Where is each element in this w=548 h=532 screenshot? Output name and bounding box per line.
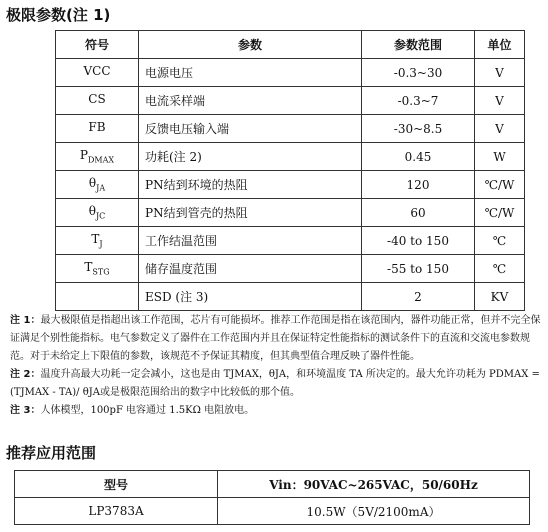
cell-unit: V	[475, 115, 525, 143]
cell-range: -0.3~7	[362, 87, 475, 115]
symbol-main: θ	[88, 176, 97, 191]
cell-symbol	[56, 59, 139, 87]
symbol-main: T	[91, 232, 100, 247]
table-row	[56, 115, 525, 143]
cell-param: 工作结温范围	[139, 227, 362, 255]
cell-unit: W	[475, 143, 525, 171]
note-2-label: 注 2：	[10, 369, 41, 380]
cell-range: 2	[362, 283, 475, 311]
notes-section	[10, 312, 544, 420]
page-title: 极限参数(注 1)	[6, 6, 111, 24]
cell-symbol	[56, 255, 139, 283]
table-row	[56, 59, 525, 87]
section-title: 推荐应用范围	[6, 444, 97, 462]
note-1-label: 注 1：	[10, 315, 41, 326]
cell-unit: ℃	[475, 255, 525, 283]
cell-unit: KV	[475, 283, 525, 311]
cell-param: PN结到环境的热阻	[139, 171, 362, 199]
symbol-subscript: STG	[92, 267, 110, 277]
table-row	[15, 498, 530, 525]
cell-symbol	[56, 87, 139, 115]
cell-symbol	[56, 227, 139, 255]
rec-value: 10.5W（5V/2100mA）	[218, 498, 530, 525]
cell-unit: ℃	[475, 227, 525, 255]
symbol-subscript: JC	[95, 211, 106, 221]
rec-header-row	[15, 471, 530, 498]
cell-param: ESD (注 3)	[139, 283, 362, 311]
cell-range: 120	[362, 171, 475, 199]
symbol-main: θ	[88, 204, 96, 219]
cell-symbol	[56, 143, 139, 171]
note-1-text: 最大极限值是指超出该工作范围，芯片有可能损坏。推荐工作范围是指在该范围内，器件功能正常，但并不完全保证满足个别性能指标。电气参数定义了器件在工作范围内并且在保证特定性能指标的测试条件下的直流和交流电参数规范。对于未给定上下限值的参数，该规范不予保证其精度，但其典型值合理反映了器件性能。	[10, 315, 541, 362]
rec-header-vin: Vin：90VAC~265VAC，50/60Hz	[218, 471, 530, 498]
note-2	[10, 366, 544, 402]
note-3	[10, 402, 544, 420]
table-row	[56, 227, 525, 255]
cell-param: 反馈电压输入端	[139, 115, 362, 143]
table-row	[56, 199, 525, 227]
cell-unit: V	[475, 87, 525, 115]
table-row	[56, 255, 525, 283]
cell-range: -55 to 150	[362, 255, 475, 283]
symbol-subscript: J	[99, 239, 103, 249]
note-1	[10, 312, 544, 366]
cell-range: -30~8.5	[362, 115, 475, 143]
cell-range: 0.45	[362, 143, 475, 171]
symbol-main: CS	[88, 92, 106, 107]
cell-symbol	[56, 115, 139, 143]
cell-range: 60	[362, 199, 475, 227]
recommended-range-table	[14, 470, 530, 525]
note-2-text: 温度升高最大功耗一定会减小，这也是由 TJMAX，θJA，和环境温度 TA 所决定的。最大允许功耗为 PDMAX = (TJMAX - TA)/ θJA或是极限范围给出的数字中比较低的那个值。	[10, 369, 540, 398]
col-header-param: 参数	[139, 31, 362, 59]
symbol-subscript: JA	[96, 183, 106, 193]
cell-symbol	[56, 171, 139, 199]
table-row	[56, 143, 525, 171]
cell-unit: ℃/W	[475, 199, 525, 227]
cell-range: -0.3~30	[362, 59, 475, 87]
cell-unit: ℃/W	[475, 171, 525, 199]
absolute-max-ratings-table	[55, 30, 525, 311]
cell-symbol	[56, 199, 139, 227]
table-header-row	[56, 31, 525, 59]
cell-param: 电流采样端	[139, 87, 362, 115]
symbol-main: P	[79, 148, 88, 163]
table-row	[56, 283, 525, 311]
note-3-text: 人体模型，100pF 电容通过 1.5KΩ 电阻放电。	[40, 405, 255, 416]
rec-model: LP3783A	[15, 498, 218, 525]
cell-param: 电源电压	[139, 59, 362, 87]
cell-param: 功耗(注 2)	[139, 143, 362, 171]
symbol-main: VCC	[83, 64, 111, 79]
symbol-main: T	[84, 260, 93, 275]
table-row	[56, 87, 525, 115]
cell-range: -40 to 150	[362, 227, 475, 255]
table-row	[56, 171, 525, 199]
symbol-subscript: DMAX	[88, 155, 115, 165]
cell-symbol	[56, 283, 139, 311]
col-header-symbol: 符号	[56, 31, 139, 59]
note-3-label: 注 3：	[10, 405, 41, 416]
cell-param: 储存温度范围	[139, 255, 362, 283]
cell-param: PN结到管壳的热阻	[139, 199, 362, 227]
cell-unit: V	[475, 59, 525, 87]
col-header-range: 参数范围	[362, 31, 475, 59]
col-header-unit: 单位	[475, 31, 525, 59]
symbol-main: FB	[88, 120, 106, 135]
rec-header-model: 型号	[15, 471, 218, 498]
